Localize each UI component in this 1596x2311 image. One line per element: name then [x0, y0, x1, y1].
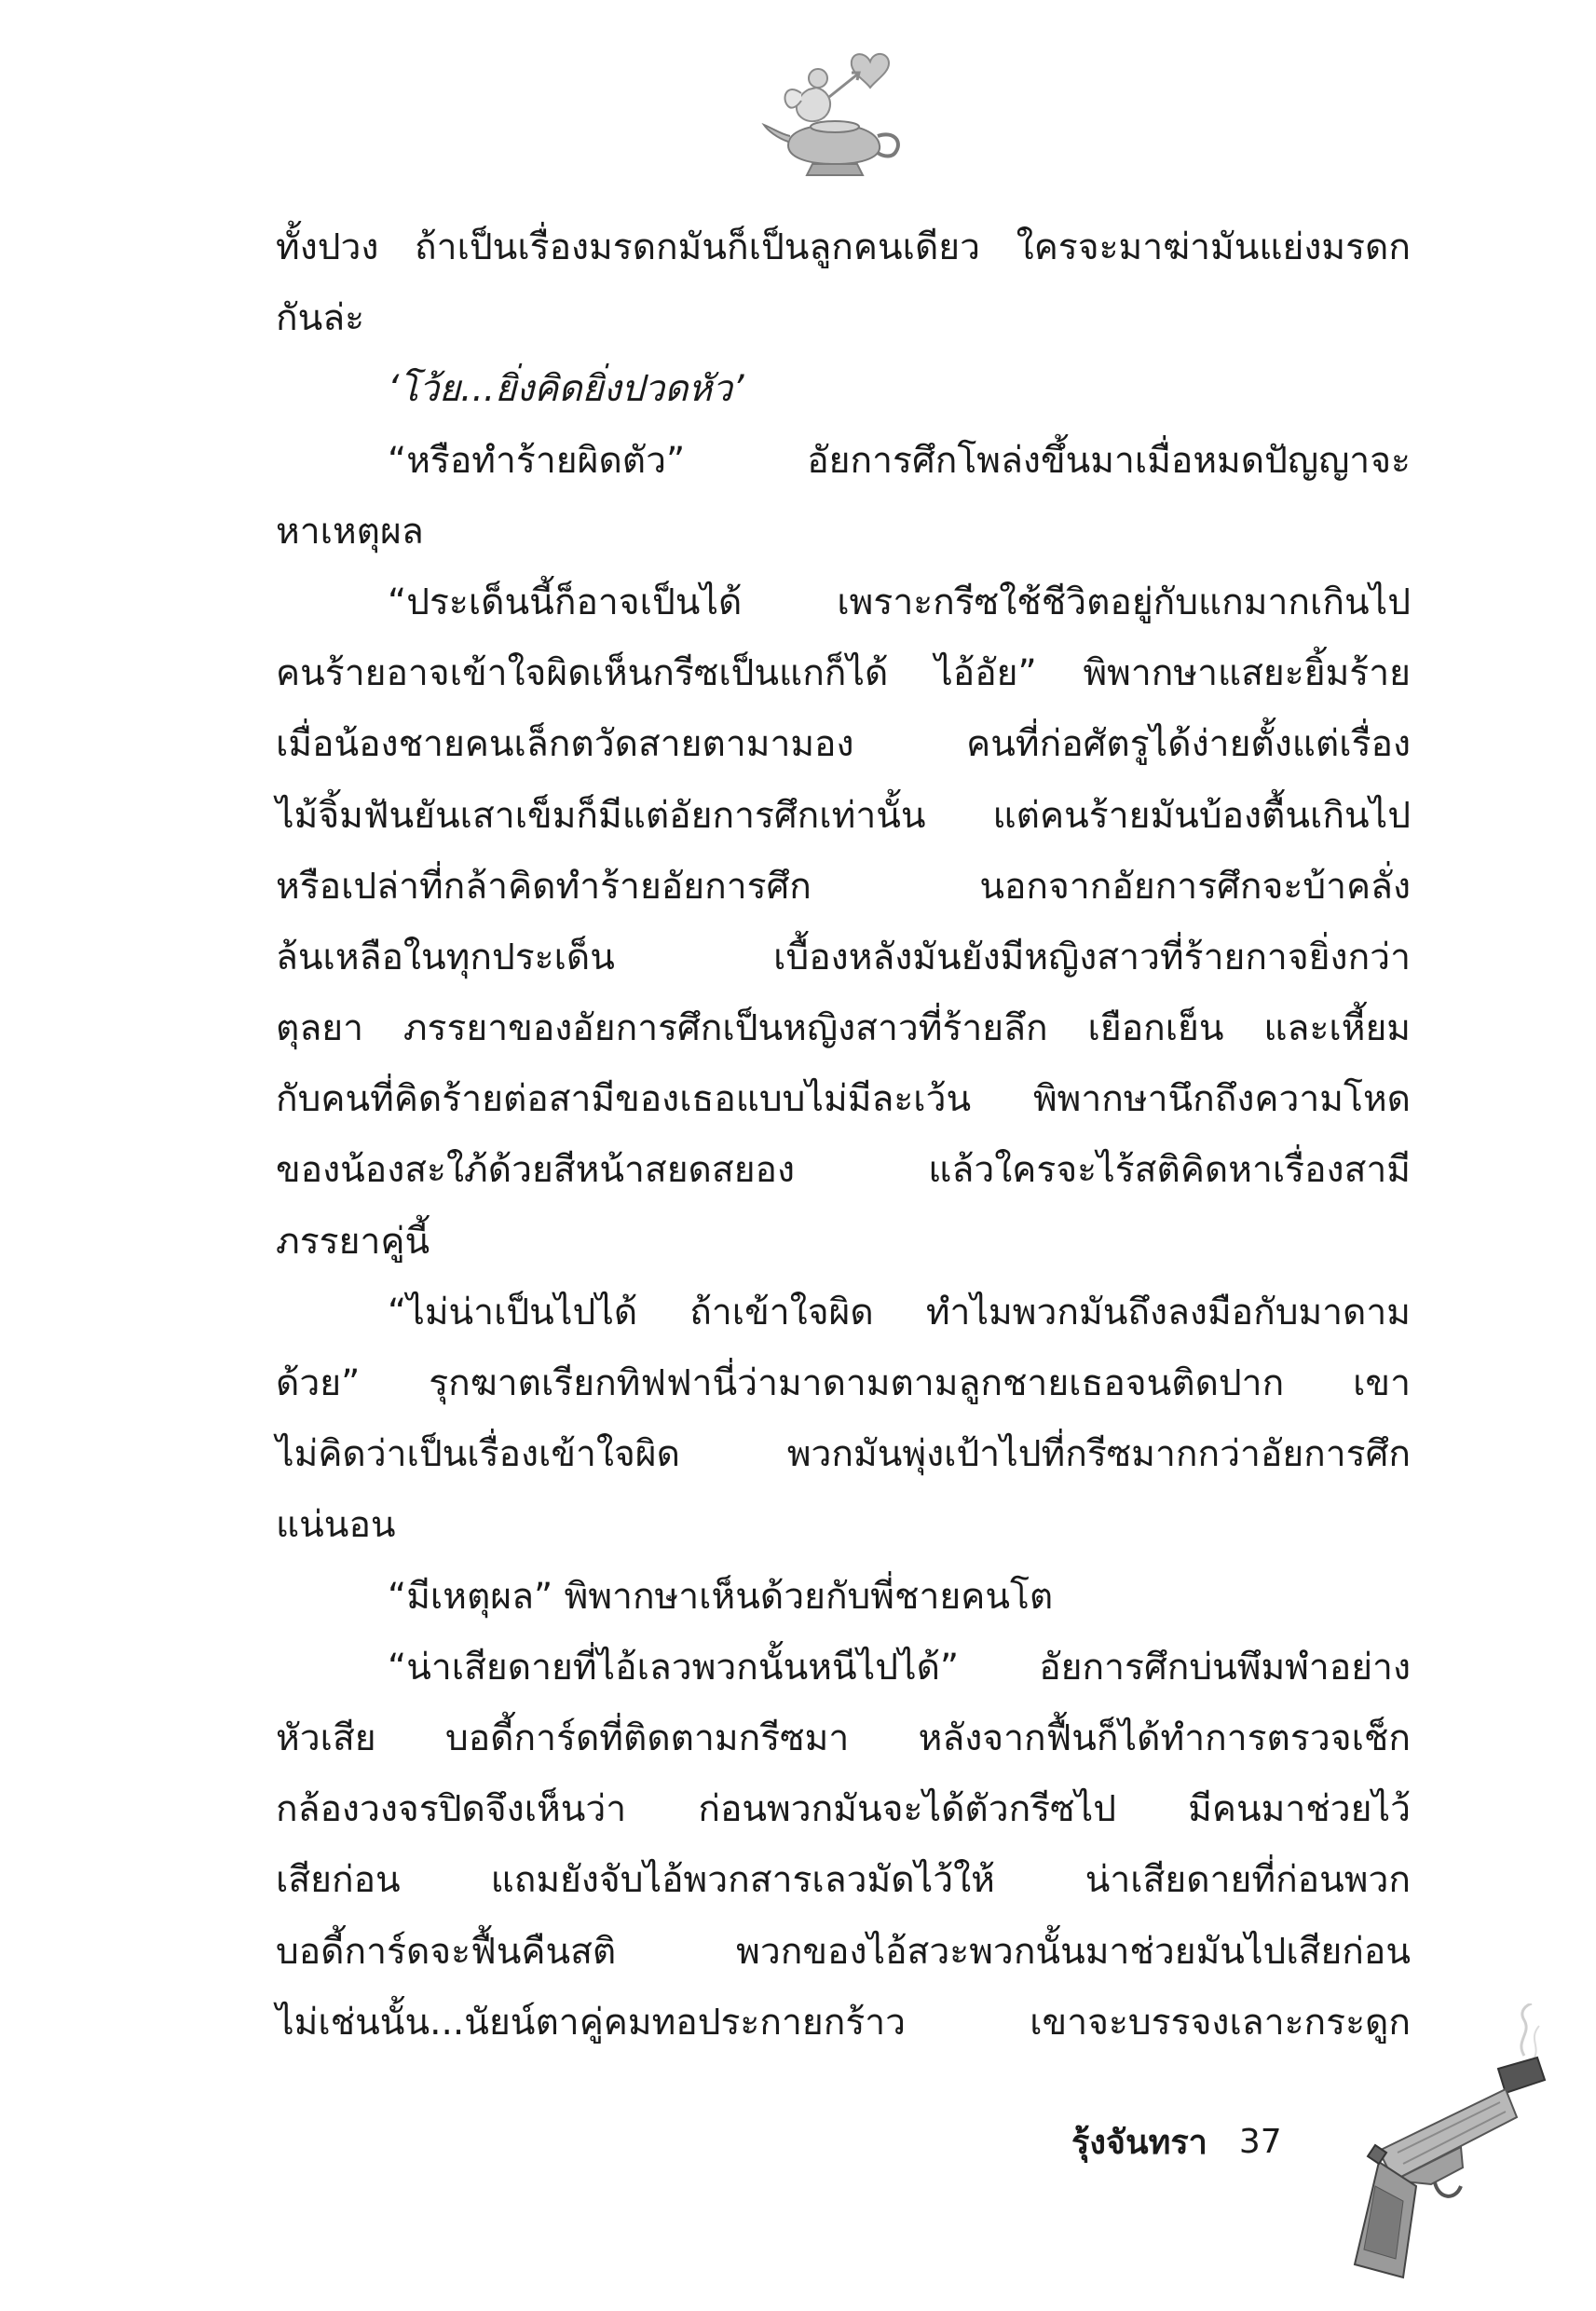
text-line: ‘โว้ย...ยิ่งคิดยิ่งปวดหัว’ — [388, 368, 744, 411]
text-line: ทั้งปวง ถ้าเป็นเรื่องมรดกมันก็เป็นลูกคนเดียว ใครจะมาฆ่ามันแย่งมรดก — [276, 226, 1411, 268]
text-line: กับคนที่คิดร้ายต่อสามีของเธอแบบไม่มีละเว้น พิพากษานึกถึงความโหด — [276, 1078, 1411, 1121]
text-line: ของน้องสะใภ้ด้วยสีหน้าสยดสยอง แล้วใครจะไร้สติคิดหาเรื่องสามี — [276, 1149, 1411, 1192]
text-line: บอดี้การ์ดจะฟื้นคืนสติ พวกของไอ้สวะพวกนั้นมาช่วยมันไปเสียก่อน — [276, 1930, 1411, 1973]
text-line: ไม่คิดว่าเป็นเรื่องเข้าใจผิด พวกมันพุ่งเป้าไปที่กรีซมากกว่าอัยการศึก — [276, 1433, 1411, 1476]
pistol-icon — [1342, 2003, 1575, 2283]
body-text — [276, 212, 1411, 2058]
book-title: รุ้งจันทรา — [1071, 2123, 1207, 2162]
text-line: แน่นอน — [276, 1504, 396, 1547]
page-number: 37 — [1238, 2122, 1282, 2161]
text-line: “หรือทำร้ายผิดตัว” อัยการศึกโพล่งขึ้นมาเมื่อหมดปัญญาจะ — [388, 439, 1411, 482]
text-line: หัวเสีย บอดี้การ์ดที่ติดตามกรีซมา หลังจากฟื้นก็ได้ทำการตรวจเช็ก — [276, 1716, 1411, 1759]
text-line: ด้วย” รุกฆาตเรียกทิฟฟานี่ว่ามาดามตามลูกชายเธอจนติดปาก เขา — [276, 1362, 1411, 1404]
text-line: ล้นเหลือในทุกประเด็น เบื้องหลังมันยังมีหญิงสาวที่ร้ายกาจยิ่งกว่า — [276, 936, 1411, 978]
text-line: ภรรยาคู่นี้ — [276, 1220, 430, 1263]
text-line: ไม้จิ้มฟันยันเสาเข็มก็มีแต่อัยการศึกเท่านั้น แต่คนร้ายมันบ้องตื้นเกินไป — [276, 794, 1411, 837]
text-line: “มีเหตุผล” พิพากษาเห็นด้วยกับพี่ชายคนโต — [388, 1575, 1054, 1618]
text-line: กล้องวงจรปิดจึงเห็นว่า ก่อนพวกมันจะได้ตัวกรีซไป มีคนมาช่วยไว้ — [276, 1788, 1411, 1831]
text-line: “น่าเสียดายที่ไอ้เลวพวกนั้นหนีไปได้” อัยการศึกบ่นพึมพำอย่าง — [388, 1646, 1411, 1689]
text-line: ตุลยา ภรรยาของอัยการศึกเป็นหญิงสาวที่ร้ายลึก เยือกเย็น และเหี้ยม — [276, 1007, 1411, 1050]
page-footer — [1071, 2113, 1282, 2169]
text-line: กันล่ะ — [276, 297, 365, 340]
text-line: หาเหตุผล — [276, 510, 424, 553]
text-line: “ไม่น่าเป็นไปได้ ถ้าเข้าใจผิด ทำไมพวกมันถึงลงมือกับมาดาม — [388, 1291, 1411, 1333]
text-line: เมื่อน้องชายคนเล็กตวัดสายตามามอง คนที่ก่อศัตรูได้ง่ายตั้งแต่เรื่อง — [276, 723, 1411, 766]
text-line: คนร้ายอาจเข้าใจผิดเห็นกรีซเป็นแกก็ได้ ไอ้อัย” พิพากษาแสยะยิ้มร้าย — [276, 652, 1411, 695]
text-line: “ประเด็นนี้ก็อาจเป็นได้ เพราะกรีซใช้ชีวิตอยู่กับแกมากเกินไป — [388, 581, 1411, 623]
text-line: เสียก่อน แถมยังจับไอ้พวกสารเลวมัดไว้ให้ น่าเสียดายที่ก่อนพวก — [276, 1859, 1411, 1902]
teapot-cupid-emblem-icon — [760, 45, 909, 185]
text-line: หรือเปล่าที่กล้าคิดทำร้ายอัยการศึก นอกจากอัยการศึกจะบ้าคลั่ง — [276, 865, 1411, 908]
text-line: ไม่เช่นนั้น...นัยน์ตาคู่คมทอประกายกร้าว เขาจะบรรจงเลาะกระดูก — [276, 2001, 1411, 2044]
